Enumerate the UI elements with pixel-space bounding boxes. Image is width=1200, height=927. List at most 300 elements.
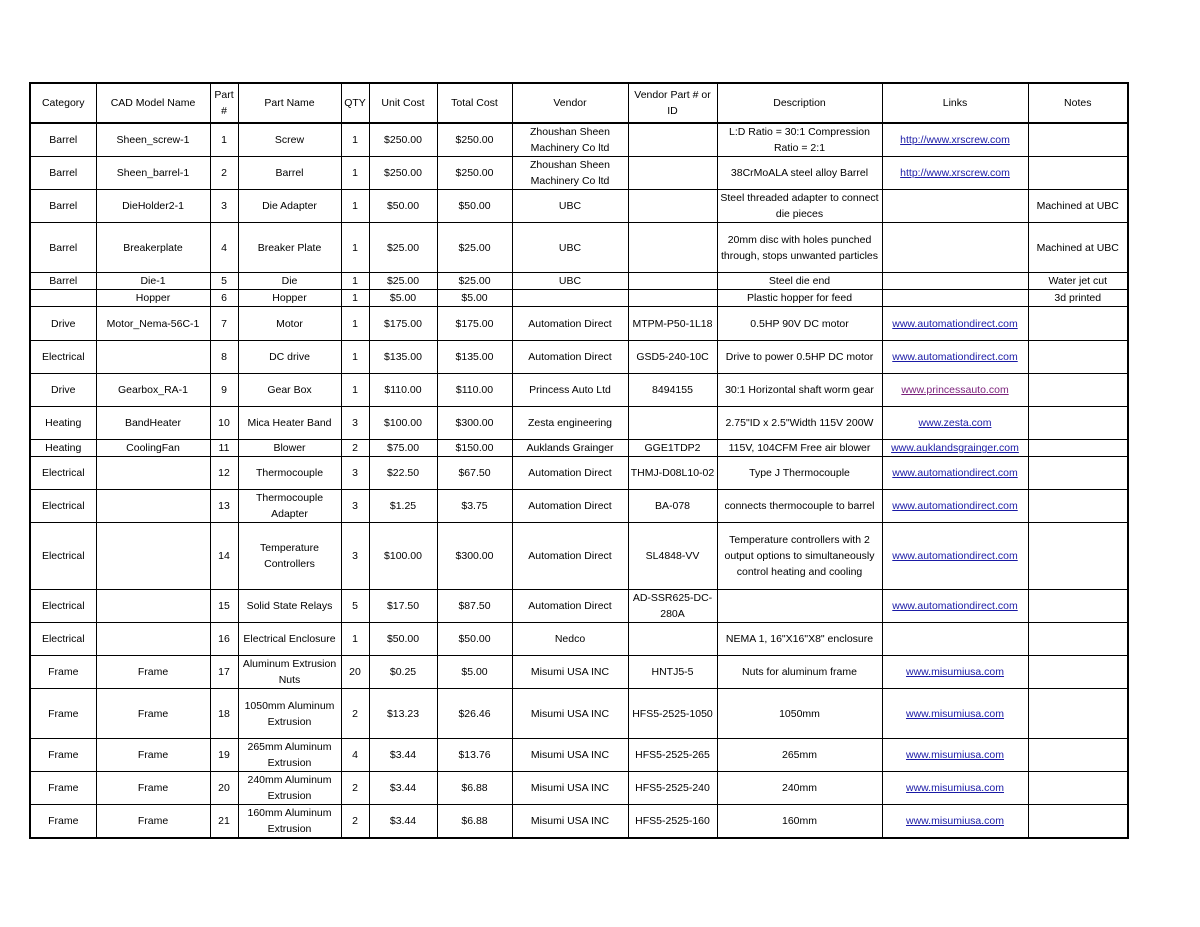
header-vendor: Vendor: [512, 83, 628, 123]
table-row: [30, 273, 1128, 290]
header-unit-cost: Unit Cost: [369, 83, 437, 123]
cell-description: [717, 590, 882, 623]
vendor-link[interactable]: www.misumiusa.com: [905, 666, 1005, 678]
cell-description: Steel threaded adapter to connect die pieces: [717, 190, 882, 223]
cell-notes: 3d printed: [1028, 290, 1128, 307]
header-links: Links: [882, 83, 1028, 123]
header-qty: QTY: [341, 83, 369, 123]
cell-qty: 1: [341, 190, 369, 223]
cell-category: [30, 290, 96, 307]
cell-notes: [1028, 623, 1128, 656]
cell-category: Frame: [30, 739, 96, 772]
cell-unit-cost: $100.00: [369, 407, 437, 440]
cell-unit-cost: $100.00: [369, 523, 437, 590]
cell-vendor: Princess Auto Ltd: [512, 374, 628, 407]
cell-part-number: 9: [210, 374, 238, 407]
cell-category: Barrel: [30, 123, 96, 157]
cell-part-number: 5: [210, 273, 238, 290]
cell-vendor: Misumi USA INC: [512, 689, 628, 739]
cell-unit-cost: $25.00: [369, 223, 437, 273]
cell-part-number: 15: [210, 590, 238, 623]
cell-cad-model: [96, 457, 210, 490]
cell-total-cost: $67.50: [437, 457, 512, 490]
cell-description: 240mm: [717, 772, 882, 805]
cell-category: Barrel: [30, 223, 96, 273]
table-row: [30, 739, 1128, 772]
cell-notes: [1028, 523, 1128, 590]
cell-unit-cost: $50.00: [369, 623, 437, 656]
cell-vendor: Automation Direct: [512, 490, 628, 523]
cell-category: Heating: [30, 440, 96, 457]
vendor-link[interactable]: www.automationdirect.com: [892, 351, 1018, 363]
cell-cad-model: Sheen_screw-1: [96, 123, 210, 157]
table-row: [30, 223, 1128, 273]
cell-notes: [1028, 341, 1128, 374]
cell-notes: Machined at UBC: [1028, 223, 1128, 273]
cell-part-number: 18: [210, 689, 238, 739]
cell-cad-model: CoolingFan: [96, 440, 210, 457]
cell-vendor: UBC: [512, 223, 628, 273]
cell-cad-model: Breakerplate: [96, 223, 210, 273]
cell-cad-model: Frame: [96, 656, 210, 689]
cell-category: Barrel: [30, 190, 96, 223]
cell-category: Frame: [30, 689, 96, 739]
cell-vendor: UBC: [512, 273, 628, 290]
cell-part-name: 1050mm Aluminum Extrusion: [238, 689, 341, 739]
cell-link: [882, 307, 1028, 341]
cell-total-cost: $110.00: [437, 374, 512, 407]
cell-part-number: 2: [210, 157, 238, 190]
cell-notes: [1028, 689, 1128, 739]
cell-link: [882, 457, 1028, 490]
cell-cad-model: [96, 590, 210, 623]
cell-cad-model: [96, 623, 210, 656]
cell-part-number: 14: [210, 523, 238, 590]
header-total-cost: Total Cost: [437, 83, 512, 123]
vendor-link[interactable]: www.automationdirect.com: [892, 317, 1018, 330]
cell-description: Type J Thermocouple: [717, 457, 882, 490]
cell-part-number: 6: [210, 290, 238, 307]
cell-description: L:D Ratio = 30:1 Compression Ratio = 2:1: [717, 123, 882, 157]
table-row: [30, 689, 1128, 739]
vendor-link[interactable]: www.automationdirect.com: [892, 550, 1018, 562]
cell-description: Nuts for aluminum frame: [717, 656, 882, 689]
cell-notes: [1028, 457, 1128, 490]
cell-unit-cost: $13.23: [369, 689, 437, 739]
cell-vendor-part-id: [628, 123, 717, 157]
cell-category: Electrical: [30, 490, 96, 523]
cell-category: Frame: [30, 656, 96, 689]
cell-notes: [1028, 739, 1128, 772]
cell-part-name: Solid State Relays: [238, 590, 341, 623]
cell-notes: [1028, 656, 1128, 689]
table-row: [30, 590, 1128, 623]
cell-unit-cost: $0.25: [369, 656, 437, 689]
cell-unit-cost: $5.00: [369, 290, 437, 307]
cell-vendor: UBC: [512, 190, 628, 223]
cell-link: [882, 805, 1028, 839]
cell-total-cost: $300.00: [437, 407, 512, 440]
table-row: [30, 457, 1128, 490]
table-row: [30, 623, 1128, 656]
cell-vendor: Auklands Grainger: [512, 440, 628, 457]
cell-vendor-part-id: [628, 157, 717, 190]
cell-total-cost: $5.00: [437, 290, 512, 307]
cell-vendor-part-id: GGE1TDP2: [628, 440, 717, 457]
vendor-link[interactable]: www.auklandsgrainger.com: [891, 442, 1019, 454]
cell-vendor: Zesta engineering: [512, 407, 628, 440]
vendor-link[interactable]: www.misumiusa.com: [905, 749, 1005, 761]
cell-part-name: Screw: [238, 123, 341, 157]
cell-cad-model: Frame: [96, 772, 210, 805]
cell-unit-cost: $1.25: [369, 490, 437, 523]
cell-part-number: 7: [210, 307, 238, 341]
cell-cad-model: Hopper: [96, 290, 210, 307]
cell-vendor-part-id: HFS5-2525-240: [628, 772, 717, 805]
cell-qty: 1: [341, 307, 369, 341]
cell-link: [882, 656, 1028, 689]
cell-vendor: Zhoushan Sheen Machinery Co ltd: [512, 123, 628, 157]
cell-category: Drive: [30, 374, 96, 407]
vendor-link[interactable]: www.zesta.com: [918, 417, 992, 429]
cell-unit-cost: $110.00: [369, 374, 437, 407]
cell-total-cost: $3.75: [437, 490, 512, 523]
cell-part-name: Thermocouple: [238, 457, 341, 490]
cell-description: NEMA 1, 16"X16"X8" enclosure: [717, 623, 882, 656]
cell-description: 265mm: [717, 739, 882, 772]
cell-total-cost: $26.46: [437, 689, 512, 739]
cell-part-number: 17: [210, 656, 238, 689]
cell-category: Electrical: [30, 590, 96, 623]
cell-category: Barrel: [30, 157, 96, 190]
cell-link: [882, 523, 1028, 590]
cell-unit-cost: $175.00: [369, 307, 437, 341]
cell-description: Plastic hopper for feed: [717, 290, 882, 307]
cell-vendor: Nedco: [512, 623, 628, 656]
cell-description: 0.5HP 90V DC motor: [717, 307, 882, 341]
cell-notes: [1028, 157, 1128, 190]
cell-category: Electrical: [30, 523, 96, 590]
cell-description: Temperature controllers with 2 output options to simultaneously control heating and cooling: [717, 523, 882, 590]
vendor-link[interactable]: www.automationdirect.com: [892, 467, 1018, 479]
cell-qty: 1: [341, 341, 369, 374]
cell-link: [882, 490, 1028, 523]
cell-total-cost: $50.00: [437, 190, 512, 223]
cell-total-cost: $150.00: [437, 440, 512, 457]
cell-total-cost: $5.00: [437, 656, 512, 689]
cell-cad-model: Gearbox_RA-1: [96, 374, 210, 407]
cell-unit-cost: $50.00: [369, 190, 437, 223]
table-row: [30, 523, 1128, 590]
cell-link: [882, 341, 1028, 374]
cell-cad-model: Frame: [96, 739, 210, 772]
cell-unit-cost: $250.00: [369, 157, 437, 190]
vendor-link[interactable]: www.misumiusa.com: [905, 707, 1005, 720]
cell-notes: [1028, 374, 1128, 407]
cell-cad-model: BandHeater: [96, 407, 210, 440]
cell-qty: 3: [341, 407, 369, 440]
cell-part-name: 240mm Aluminum Extrusion: [238, 772, 341, 805]
cell-cad-model: [96, 523, 210, 590]
cell-link: [882, 689, 1028, 739]
cell-link: [882, 123, 1028, 157]
cell-link: [882, 223, 1028, 273]
cell-part-name: Mica Heater Band: [238, 407, 341, 440]
cell-qty: 2: [341, 440, 369, 457]
vendor-link[interactable]: www.misumiusa.com: [905, 815, 1005, 827]
cell-vendor-part-id: HNTJ5-5: [628, 656, 717, 689]
vendor-link[interactable]: http://www.xrscrew.com: [900, 134, 1010, 146]
cell-cad-model: Frame: [96, 689, 210, 739]
cell-part-name: Breaker Plate: [238, 223, 341, 273]
cell-total-cost: $50.00: [437, 623, 512, 656]
cell-link: [882, 739, 1028, 772]
cell-notes: [1028, 407, 1128, 440]
cell-link: [882, 772, 1028, 805]
cell-vendor-part-id: BA-078: [628, 490, 717, 523]
cell-vendor-part-id: HFS5-2525-265: [628, 739, 717, 772]
cell-unit-cost: $250.00: [369, 123, 437, 157]
cell-link: [882, 157, 1028, 190]
cell-description: Steel die end: [717, 273, 882, 290]
cell-qty: 1: [341, 157, 369, 190]
cell-qty: 4: [341, 739, 369, 772]
table-row: [30, 490, 1128, 523]
table-row: [30, 307, 1128, 341]
cell-unit-cost: $3.44: [369, 739, 437, 772]
cell-category: Barrel: [30, 273, 96, 290]
cell-total-cost: $25.00: [437, 273, 512, 290]
header-description: Description: [717, 83, 882, 123]
cell-vendor: Misumi USA INC: [512, 739, 628, 772]
table-row: [30, 805, 1128, 839]
cell-part-number: 12: [210, 457, 238, 490]
table-row: [30, 407, 1128, 440]
cell-vendor: Misumi USA INC: [512, 656, 628, 689]
cell-unit-cost: $135.00: [369, 341, 437, 374]
cell-part-name: Aluminum Extrusion Nuts: [238, 656, 341, 689]
table-row: [30, 440, 1128, 457]
cell-notes: [1028, 490, 1128, 523]
cell-qty: 5: [341, 590, 369, 623]
vendor-link[interactable]: www.automationdirect.com: [892, 500, 1018, 512]
cell-vendor-part-id: THMJ-D08L10-02: [628, 457, 717, 490]
cell-qty: 2: [341, 689, 369, 739]
cell-notes: Water jet cut: [1028, 273, 1128, 290]
cell-notes: [1028, 590, 1128, 623]
cell-unit-cost: $25.00: [369, 273, 437, 290]
cell-vendor: Automation Direct: [512, 590, 628, 623]
cell-qty: 3: [341, 457, 369, 490]
cell-qty: 1: [341, 123, 369, 157]
header-category: Category: [30, 83, 96, 123]
cell-category: Electrical: [30, 623, 96, 656]
cell-total-cost: $300.00: [437, 523, 512, 590]
table-row: [30, 190, 1128, 223]
cell-vendor-part-id: [628, 290, 717, 307]
cell-vendor: Misumi USA INC: [512, 772, 628, 805]
cell-vendor: Automation Direct: [512, 523, 628, 590]
cell-part-name: Hopper: [238, 290, 341, 307]
header-part-number: Part #: [210, 83, 238, 123]
parts-table: [29, 82, 1129, 839]
cell-total-cost: $25.00: [437, 223, 512, 273]
cell-unit-cost: $3.44: [369, 772, 437, 805]
cell-description: 2.75"ID x 2.5"Width 115V 200W: [717, 407, 882, 440]
cell-part-number: 11: [210, 440, 238, 457]
cell-part-number: 10: [210, 407, 238, 440]
cell-part-name: Motor: [238, 307, 341, 341]
cell-vendor: [512, 290, 628, 307]
cell-part-number: 3: [210, 190, 238, 223]
cell-qty: 2: [341, 772, 369, 805]
cell-category: Electrical: [30, 457, 96, 490]
header-row: [30, 83, 1128, 123]
cell-cad-model: DieHolder2-1: [96, 190, 210, 223]
cell-description: 38CrMoALA steel alloy Barrel: [717, 157, 882, 190]
cell-qty: 1: [341, 273, 369, 290]
cell-vendor-part-id: AD-SSR625-DC-280A: [628, 590, 717, 623]
cell-part-name: Blower: [238, 440, 341, 457]
cell-notes: [1028, 440, 1128, 457]
cell-description: 1050mm: [717, 689, 882, 739]
header-notes: Notes: [1028, 83, 1128, 123]
cell-qty: 1: [341, 623, 369, 656]
cell-vendor: Automation Direct: [512, 341, 628, 374]
cell-link: [882, 440, 1028, 457]
cell-part-name: Temperature Controllers: [238, 523, 341, 590]
cell-cad-model: [96, 341, 210, 374]
cell-cad-model: [96, 490, 210, 523]
cell-link: [882, 273, 1028, 290]
cell-part-number: 4: [210, 223, 238, 273]
cell-vendor-part-id: HFS5-2525-160: [628, 805, 717, 839]
cell-cad-model: Die-1: [96, 273, 210, 290]
cell-link: [882, 407, 1028, 440]
cell-total-cost: $6.88: [437, 772, 512, 805]
cell-part-name: Barrel: [238, 157, 341, 190]
cell-part-number: 19: [210, 739, 238, 772]
vendor-link[interactable]: www.misumiusa.com: [905, 782, 1005, 794]
table-row: [30, 341, 1128, 374]
cell-notes: Machined at UBC: [1028, 190, 1128, 223]
cell-vendor: Automation Direct: [512, 457, 628, 490]
cell-qty: 3: [341, 523, 369, 590]
parts-table-body: [30, 123, 1128, 838]
cell-vendor-part-id: [628, 623, 717, 656]
cell-description: 30:1 Horizontal shaft worm gear: [717, 374, 882, 407]
table-row: [30, 290, 1128, 307]
cell-link: [882, 190, 1028, 223]
cell-cad-model: Motor_Nema-56C-1: [96, 307, 210, 341]
cell-part-name: Gear Box: [238, 374, 341, 407]
cell-notes: [1028, 772, 1128, 805]
cell-unit-cost: $17.50: [369, 590, 437, 623]
cell-link: [882, 623, 1028, 656]
cell-qty: 1: [341, 223, 369, 273]
cell-part-name: 160mm Aluminum Extrusion: [238, 805, 341, 839]
cell-vendor-part-id: SL4848-VV: [628, 523, 717, 590]
cell-notes: [1028, 307, 1128, 341]
cell-vendor-part-id: [628, 407, 717, 440]
cell-category: Frame: [30, 805, 96, 839]
cell-category: Electrical: [30, 341, 96, 374]
cell-total-cost: $250.00: [437, 123, 512, 157]
cell-cad-model: Sheen_barrel-1: [96, 157, 210, 190]
cell-link: [882, 590, 1028, 623]
cell-category: Heating: [30, 407, 96, 440]
cell-vendor-part-id: 8494155: [628, 374, 717, 407]
cell-part-name: Die: [238, 273, 341, 290]
cell-part-number: 16: [210, 623, 238, 656]
cell-category: Drive: [30, 307, 96, 341]
header-part-name: Part Name: [238, 83, 341, 123]
vendor-link[interactable]: www.princessauto.com: [901, 384, 1009, 396]
cell-part-name: Electrical Enclosure: [238, 623, 341, 656]
cell-part-number: 13: [210, 490, 238, 523]
cell-notes: [1028, 123, 1128, 157]
table-row: [30, 656, 1128, 689]
cell-vendor: Misumi USA INC: [512, 805, 628, 839]
cell-vendor-part-id: MTPM-P50-1L18: [628, 307, 717, 341]
cell-link: [882, 374, 1028, 407]
cell-part-number: 20: [210, 772, 238, 805]
vendor-link[interactable]: http://www.xrscrew.com: [900, 167, 1010, 179]
cell-description: 160mm: [717, 805, 882, 839]
cell-vendor-part-id: GSD5-240-10C: [628, 341, 717, 374]
cell-link: [882, 290, 1028, 307]
header-cad-model-name: CAD Model Name: [96, 83, 210, 123]
table-row: [30, 374, 1128, 407]
vendor-link[interactable]: www.automationdirect.com: [892, 600, 1018, 612]
cell-qty: 1: [341, 374, 369, 407]
cell-part-name: DC drive: [238, 341, 341, 374]
cell-unit-cost: $3.44: [369, 805, 437, 839]
cell-notes: [1028, 805, 1128, 839]
cell-total-cost: $13.76: [437, 739, 512, 772]
cell-total-cost: $87.50: [437, 590, 512, 623]
cell-qty: 20: [341, 656, 369, 689]
cell-description: 20mm disc with holes punched through, stops unwanted particles: [717, 223, 882, 273]
cell-total-cost: $6.88: [437, 805, 512, 839]
table-row: [30, 772, 1128, 805]
table-row: [30, 157, 1128, 190]
cell-part-name: 265mm Aluminum Extrusion: [238, 739, 341, 772]
cell-description: 115V, 104CFM Free air blower: [717, 440, 882, 457]
cell-description: connects thermocouple to barrel: [717, 490, 882, 523]
cell-part-name: Die Adapter: [238, 190, 341, 223]
cell-vendor: Automation Direct: [512, 307, 628, 341]
cell-vendor-part-id: [628, 223, 717, 273]
cell-qty: 2: [341, 805, 369, 839]
cell-total-cost: $175.00: [437, 307, 512, 341]
cell-vendor-part-id: [628, 273, 717, 290]
cell-vendor-part-id: [628, 190, 717, 223]
cell-description: Drive to power 0.5HP DC motor: [717, 341, 882, 374]
cell-qty: 1: [341, 290, 369, 307]
cell-part-number: 21: [210, 805, 238, 839]
cell-total-cost: $135.00: [437, 341, 512, 374]
cell-unit-cost: $75.00: [369, 440, 437, 457]
cell-vendor-part-id: HFS5-2525-1050: [628, 689, 717, 739]
cell-part-number: 1: [210, 123, 238, 157]
cell-category: Frame: [30, 772, 96, 805]
cell-unit-cost: $22.50: [369, 457, 437, 490]
cell-cad-model: Frame: [96, 805, 210, 839]
cell-part-number: 8: [210, 341, 238, 374]
header-vendor-part-id: Vendor Part # or ID: [628, 83, 717, 123]
table-row: [30, 123, 1128, 157]
